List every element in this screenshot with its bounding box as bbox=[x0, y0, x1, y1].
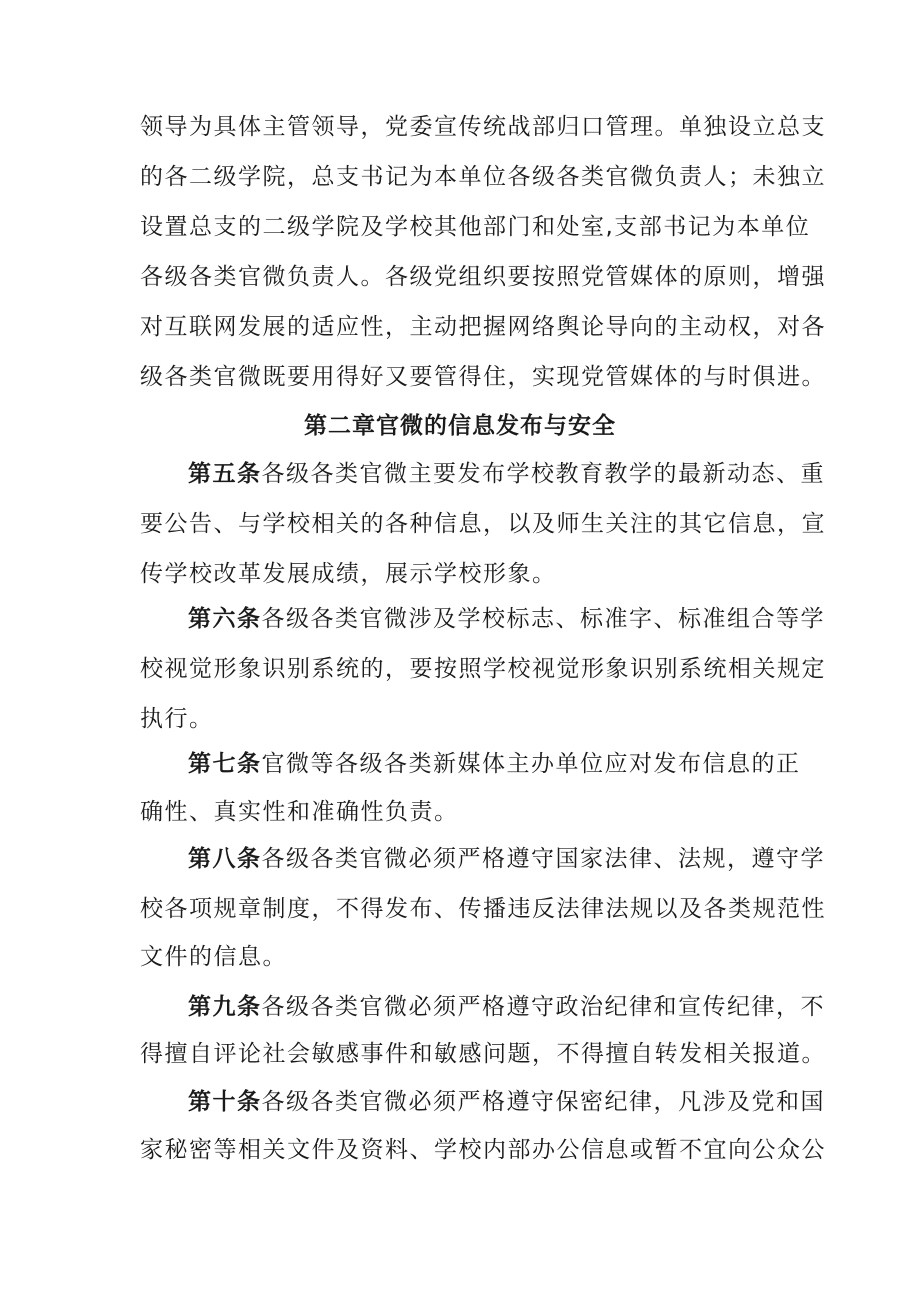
paragraph-line: 要公告、与学校相关的各种信息，以及师生关注的其它信息，宣 bbox=[140, 511, 826, 537]
article-first-line bbox=[188, 605, 825, 633]
article-text: 各级各类官微必须严格遵守保密纪律，凡涉及党和国 bbox=[261, 1089, 825, 1115]
article-first-line bbox=[188, 460, 825, 488]
article-label: 第六条 bbox=[188, 606, 262, 632]
article-label: 第九条 bbox=[188, 994, 262, 1020]
article-label: 第五条 bbox=[188, 461, 262, 487]
article-first-line bbox=[188, 845, 825, 873]
article-label: 第八条 bbox=[188, 846, 262, 872]
paragraph-line: 的各二级学院，总支书记为本单位各级各类官微负责人；未独立 bbox=[140, 164, 826, 190]
article-label: 第十条 bbox=[188, 1089, 262, 1115]
article-text: 各级各类官微涉及学校标志、标准字、标准组合等学 bbox=[261, 606, 825, 632]
paragraph-line: 设置总支的二级学院及学校其他部门和处室,支部书记为本单位 bbox=[140, 214, 811, 240]
paragraph-line: 校各项规章制度，不得发布、传播违反法律法规以及各类规范性 bbox=[140, 896, 826, 922]
chapter-title: 第二章官微的信息发布与安全 bbox=[304, 413, 616, 439]
article-first-line bbox=[188, 750, 801, 778]
paragraph-line: 文件的信息。 bbox=[140, 944, 287, 970]
article-first-line bbox=[188, 993, 825, 1021]
paragraph-line: 领导为具体主管领导，党委宣传统战部归口管理。单独设立总支 bbox=[140, 114, 826, 140]
paragraph-line: 执行。 bbox=[140, 706, 214, 732]
article-text: 各级各类官微主要发布学校教育教学的最新动态、重 bbox=[261, 461, 825, 487]
article-text: 各级各类官微必须严格遵守国家法律、法规，遵守学 bbox=[261, 846, 825, 872]
paragraph-line: 级各类官微既要用得好又要管得住，实现党管媒体的与时俱进。 bbox=[140, 364, 826, 390]
paragraph-line: 校视觉形象识别系统的，要按照学校视觉形象识别系统相关规定 bbox=[140, 656, 826, 682]
paragraph-line: 得擅自评论社会敏感事件和敏感问题，不得擅自转发相关报道。 bbox=[140, 1041, 826, 1067]
paragraph-line: 各级各类官微负责人。各级党组织要按照党管媒体的原则，增强 bbox=[140, 264, 826, 290]
article-text: 官微等各级各类新媒体主办单位应对发布信息的正 bbox=[261, 751, 801, 777]
article-first-line bbox=[188, 1088, 825, 1116]
paragraph-line: 传学校改革发展成绩，展示学校形象。 bbox=[140, 561, 557, 587]
article-text: 各级各类官微必须严格遵守政治纪律和宣传纪律，不 bbox=[261, 994, 825, 1020]
article-label: 第七条 bbox=[188, 751, 262, 777]
paragraph-line: 确性、真实性和准确性负责。 bbox=[140, 799, 459, 825]
paragraph-line: 家秘密等相关文件及资料、学校内部办公信息或暂不宜向公众公 bbox=[140, 1137, 826, 1163]
paragraph-line: 对互联网发展的适应性，主动把握网络舆论导向的主动权，对各 bbox=[140, 314, 826, 340]
